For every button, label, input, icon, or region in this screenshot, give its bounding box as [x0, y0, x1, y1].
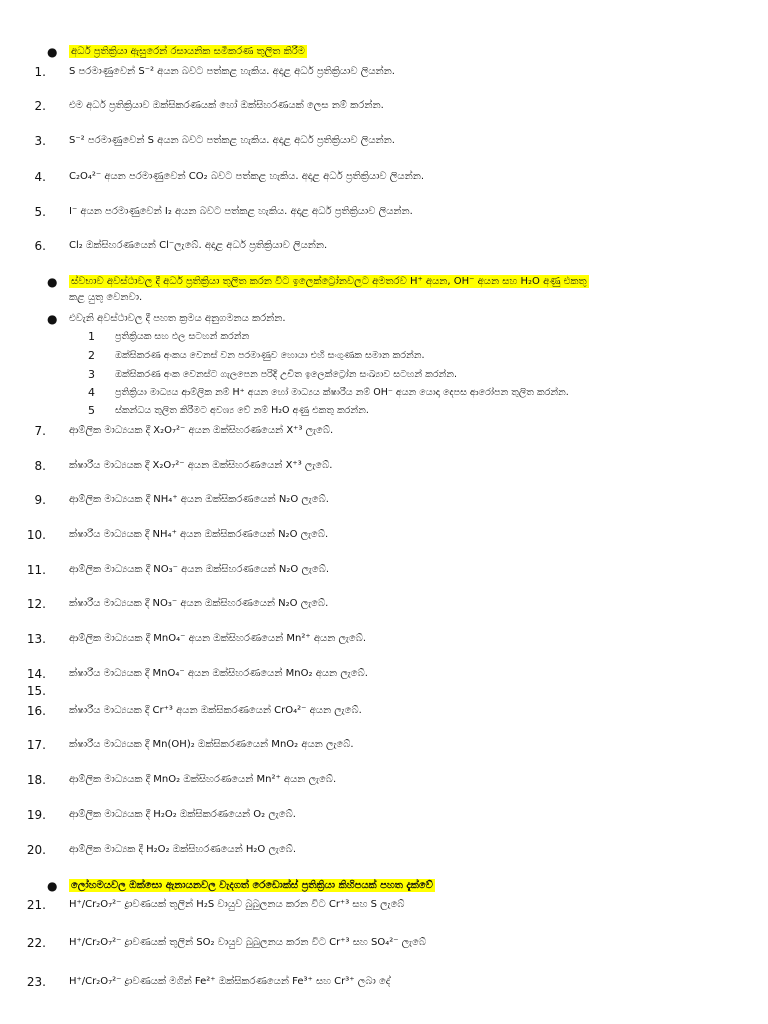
section3-heading-row — [0, 876, 768, 896]
section3-heading: ලෝහමයවල ඔක්සො ඇනායනවල වැදගත් රෙඩොක්ස් ප්‍රතික්‍රියා කිහිපයක් පහත දැක්වේ — [71, 880, 433, 891]
list-item: 11. ආම්ලික මාධ්‍යයක දී NO₃⁻ අයන ඔක්සිහරණයෙන් N₂O ලැබේ. — [26, 563, 330, 577]
list-item: 21. H⁺/Cr₂O₇²⁻ ද්‍රාවණයක් තුලින් H₂S වායුව බුබුලනය කරන විට Cr⁺³ සහ S ලැබේ — [26, 898, 405, 912]
list-item: 10. ක්ෂාරීය මාධ්‍යයක දී NH₄⁺ අයන ඔක්සිකරණයෙන් N₂O ලැබේ. — [26, 528, 329, 542]
list-item: 18. ආම්ලික මාධ්‍යයක දී MnO₂ ඔක්සිහරණයෙන් Mn²⁺ අයන ලැබේ. — [26, 773, 337, 787]
bullet-icon: ● — [47, 879, 58, 893]
bullet-icon: ● — [47, 275, 58, 289]
list-item: 8. ක්ෂාරීය මාධ්‍යයක දී X₂O₇²⁻ අයන ඔක්සිහරණයෙන් X⁺³ ලැබේ. — [34, 459, 333, 473]
list-item: 1. S පරමාණුවෙන් S⁻² අයන බවට පත්කළ හැකිය. අදාළ අර්ධ ප්‍රතික්‍රියාව ලියන්න. — [34, 65, 395, 79]
list-item: 13. ආම්ලික මාධ්‍යයක දී MnO₄⁻ අයන ඔක්සිහරණයෙන් Mn²⁺ අයන ලැබේ. — [26, 632, 367, 646]
list-item: 17. ක්ෂාරීය මාධ්‍යයක දී Mn(OH)₂ ඔක්සිකරණයෙන් MnO₂ අයන ලැබේ. — [26, 738, 354, 752]
bullet-icon: ● — [47, 45, 58, 59]
list-item: 19. ආම්ලික මාධ්‍යයක දී H₂O₂ ඔක්සිකරණයෙන් O₂ ලැබේ. — [26, 808, 296, 822]
list-item: 5. I⁻ අයන පරමාණුවෙන් I₂ අයන බවට පත්කළ හැකිය. අදාළ අර්ධ ප්‍රතික්‍රියාව ලියන්න. — [34, 205, 413, 219]
list-item: 2. එම අර්ධ ප්‍රතික්‍රියාව ඔක්සිකරණයක් හෝ ඔක්සිහරණයක් ලෙස නම් කරන්න. — [34, 99, 384, 113]
bullet-icon: ● — [47, 312, 58, 326]
step-item: 3 ඔක්සිකරණ අංක වෙනස්ට ගැලපෙන පරිදි උචිත ඉලෙක්ට්‍රෝන සංඛ්‍යාව සටහන් කරන්න. — [88, 368, 458, 381]
list-item: 4. C₂O₄²⁻ අයන පරමාණුවෙන් CO₂ බවට පත්කළ හැකිය. අදාළ අර්ධ ප්‍රතික්‍රියාව ලියන්න. — [34, 170, 424, 184]
step-item: 1 ප්‍රතික්‍රියක සහ ඵල සටහන් කරන්න — [88, 330, 250, 343]
section2-bullet2-row — [0, 309, 768, 329]
section2-bullet1-cont: කළ යුතු වෙනවා. — [69, 292, 143, 303]
step-item: 5 ස්කන්ධය තුලිත කිරීමට අවශ්‍ය වේ නම් H₂O අණු එකතු කරන්න. — [88, 404, 369, 417]
list-item: 12. ක්ෂාරීය මාධ්‍යයක දී NO₃⁻ අයන ඔක්සිහරණයෙන් N₂O ලැබේ. — [26, 597, 329, 611]
list-item: 20. ආම්ලික මාධ්‍යක දී H₂O₂ ඔක්සිහරණයෙන් H₂O ලැබේ. — [26, 843, 296, 857]
list-item: 16. ක්ෂාරීය මාධ්‍යයක දී Cr⁺³ අයන ඔක්සිකරණයෙන් CrO₄²⁻ අයන ලැබේ. — [26, 704, 362, 718]
list-item: 22. H⁺/Cr₂O₇²⁻ ද්‍රාවණයක් තුලින් SO₂ වායුව බුබුලනය කරන විට Cr⁺³ සහ SO₄²⁻ ලැබේ — [26, 936, 427, 950]
section2-bullet2: එවැනි අවස්ථාවල දී පහත ක්‍රමය අනුගමනය කරන්න. — [69, 313, 286, 324]
list-item: 6. Cl₂ ඔක්සිහරණයෙන් Cl⁻ලැබේ. අදාළ අර්ධ ප්‍රතික්‍රියාව ලියන්න. — [34, 239, 328, 253]
section1-heading-row — [0, 42, 768, 62]
list-item: 3. S⁻² පරමාණුවෙන් S අයන බවට පත්කළ හැකිය. අදාළ අර්ධ ප්‍රතික්‍රියාව ලියන්න. — [34, 134, 395, 148]
list-item: 14. ක්ෂාරීය මාධ්‍යයක දී MnO₄⁻ අයන ඔක්සිහරණයෙන් MnO₂ අයන ලැබේ. — [26, 667, 368, 681]
step-item: 2 ඔක්සිකරණ අංකය වෙනස් වන පරමාණුව හොයා එහි සංගුණක සමාන කරන්න. — [88, 349, 425, 362]
section1-heading: අර්ධ ප්‍රතික්‍රියා ඇසුරෙන් රසායනික සමීකරණ තුලිත කිරීම — [71, 46, 305, 57]
list-item: 23. H⁺/Cr₂O₇²⁻ ද්‍රාවණයක් මගින් Fe²⁺ ඔක්සිකරණයෙන් Fe³⁺ සහ Cr³⁺ ලබා දේ — [26, 975, 391, 989]
section2-bullet1-cont-row — [0, 288, 768, 308]
list-item: 7. ආම්ලික මාධ්‍යයක දී X₂O₇²⁻ අයන ඔක්සිහරණයෙන් X⁺³ ලැබේ. — [34, 424, 334, 438]
step-item: 4 ප්‍රතික්‍රියා මාධ්‍යය ආම්ලික නම් H⁺ අයන හෝ මාධ්‍යය ක්ෂාරීය නම් OH⁻ අයන යොදා දෙපස ආරෝපන තුලිත කරන්න. — [88, 386, 569, 399]
section2-bullet1: ස්වභාව අවස්ථාවල දී අර්ධ ප්‍රතික්‍රියා තුලිත කරන විට ඉලෙක්ට්‍රෝනවලට අමතරව H⁺ අයන, OH⁻ අයන සහ H₂O අණු එකතු — [71, 276, 587, 287]
list-item: 15. — [26, 684, 46, 698]
list-item: 9. ආම්ලික මාධ්‍යයක දී NH₄⁺ අයන ඔක්සිකරණයෙන් N₂O ලැබේ. — [34, 493, 329, 507]
